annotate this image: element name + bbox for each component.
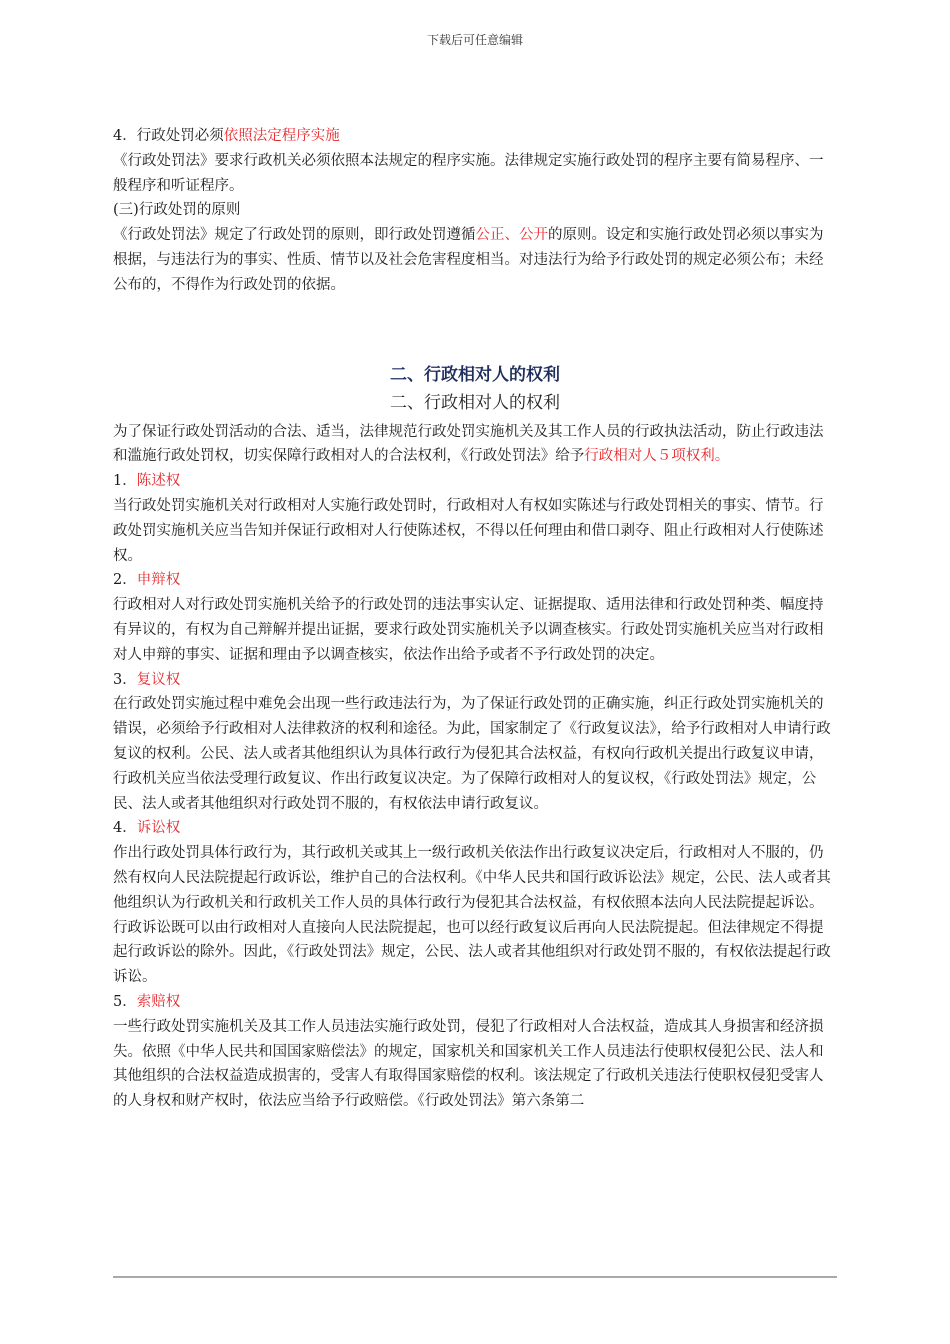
text-run: 3． (113, 671, 137, 688)
paragraph (113, 223, 837, 297)
paragraph (113, 841, 837, 990)
paragraph (113, 668, 837, 693)
paragraph (113, 420, 837, 470)
paragraph (113, 816, 837, 841)
text-run: 1． (113, 473, 137, 490)
footer-divider (113, 1276, 837, 1278)
section-heading: 二、行政相对人的权利 (390, 364, 560, 385)
paragraph (113, 469, 837, 494)
text-run: 作出行政处罚具体行政行为，其行政机关或其上一级行政机关依法作出行政复议决定后，行政相对人不服的，仍然有权向人民法院提起行政诉讼，维护自己的合法权利。《中华人民共和国行政诉讼法》规定，公民、法人或者其他组织认为行政机关和行政机关工作人员的具体行政行为侵犯其合法权益，有权依照本法向人民法院提起诉讼。行政诉讼既可以由行政相对人直接向人民法院提起，也可以经行政复议后再向人民法院提起。但法律规定不得提起行政诉讼的除外。因此，《行政处罚法》规定，公民、法人或者其他组织对行政处罚不服的，有权依法提起行政诉讼。 (113, 845, 831, 986)
section-subheading: 二、行政相对人的权利 (390, 392, 560, 413)
paragraph (113, 692, 837, 816)
highlight-text: 索赔权 (136, 993, 181, 1010)
page-header: 下载后可任意编辑 (426, 33, 523, 47)
paragraph (113, 568, 837, 593)
highlight-text: 陈述权 (136, 473, 181, 490)
paragraph (113, 494, 837, 568)
paragraph (113, 149, 837, 199)
text-run: 4． (113, 820, 137, 837)
text-run: 一些行政处罚实施机关及其工作人员违法实施行政处罚，侵犯了行政相对人合法权益，造成其人身损害和经济损失。依照《中华人民共和国国家赔偿法》的规定，国家机关和国家机关工作人员违法行使职权侵犯公民、法人和其他组织的合法权益造成损害的，受害人有取得国家赔偿的权利。该法规定了行政机关违法行使职权侵犯受害人的人身权和财产权时，依法应当给予行政赔偿。《行政处罚法》第六条第二 (113, 1018, 824, 1110)
highlight-text: 申辩权 (136, 572, 181, 589)
text-run: 在行政处罚实施过程中难免会出现一些行政违法行为，为了保证行政处罚的正确实施，纠正行政处罚实施机关的错误，必须给予行政相对人法律救济的权利和途径。为此，国家制定了《行政复议法》，给予行政相对人申请行政复议的权利。公民、法人或者其他组织认为具体行政行为侵犯其合法权益，有权向行政机关提出行政复议申请，行政机关应当依法受理行政复议、作出行政复议决定。为了保障行政相对人的复议权，《行政处罚法》规定，公民、法人或者其他组织对行政处罚不服的，有权依法申请行政复议。 (113, 696, 831, 812)
text-run: 4．行政处罚必须 (113, 128, 224, 144)
highlight-text: 诉讼权 (136, 820, 181, 837)
section-gap (113, 298, 837, 362)
highlight-text: 复议权 (136, 671, 181, 688)
paragraph (113, 124, 837, 149)
text-run: 的原则。设定和实施行政处罚必须以事实为根据，与违法行为的事实、性质、情节以及社会危害程度相当。对违法行为给予行政处罚的规定必须公布；未经公布的，不得作为行政处罚的依据。 (113, 227, 824, 293)
highlight-text: 行政相对人５项权利。 (584, 448, 730, 465)
text-run: 2． (113, 572, 137, 589)
highlight-text: 依照法定程序实施 (223, 128, 340, 144)
document-body (113, 124, 837, 1114)
paragraph (113, 1015, 837, 1114)
text-run: 行政相对人对行政处罚实施机关给予的行政处罚的违法事实认定、证据提取、适用法律和行政处罚种类、幅度持有异议的，有权为自己辩解并提出证据，要求行政处罚实施机关予以调查核实。行政处罚实施机关应当对行政相对人申辩的事实、证据和理由予以调查核实，依法作出给予或者不予行政处罚的决定。 (113, 597, 824, 663)
text-run: 5． (113, 993, 137, 1010)
highlight-text: 公正、公开 (475, 227, 548, 244)
paragraph (113, 990, 837, 1015)
paragraph (113, 198, 837, 223)
text-run: 当行政处罚实施机关对行政相对人实施行政处罚时，行政相对人有权如实陈述与行政处罚相关的事实、情节。行政处罚实施机关应当告知并保证行政相对人行使陈述权，不得以任何理由和借口剥夺、阻止行政相对人行使陈述权。 (113, 497, 824, 564)
text-run: 《行政处罚法》规定了行政处罚的原则，即行政处罚遵循 (113, 227, 476, 244)
text-run: (三)行政处罚的原则 (113, 202, 241, 219)
text-run: 为了保证行政处罚活动的合法、适当，法律规范行政处罚实施机关及其工作人员的行政执法活动，防止行政违法和滥施行政处罚权，切实保障行政相对人的合法权利，《行政处罚法》给予 (113, 423, 824, 465)
text-run: 《行政处罚法》要求行政机关必须依照本法规定的程序实施。法律规定实施行政处罚的程序主要有简易程序、一般程序和听证程序。 (113, 152, 824, 194)
paragraph (113, 593, 837, 667)
